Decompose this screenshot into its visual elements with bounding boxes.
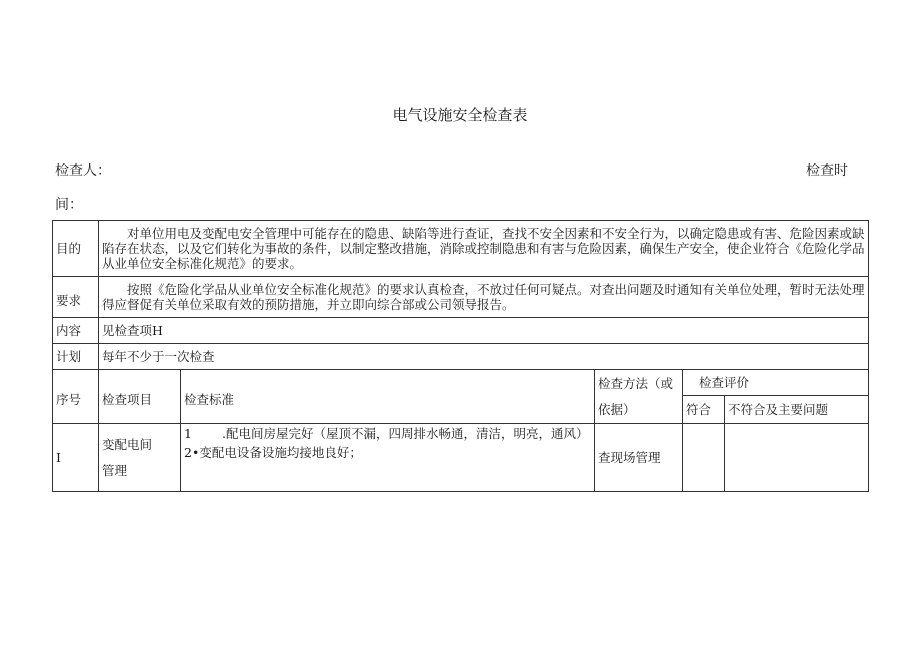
header-seq: 序号: [53, 370, 99, 424]
standard-1-number: 1: [184, 426, 192, 441]
item-conform: [683, 424, 725, 492]
content-label: 内容: [53, 318, 99, 344]
requirement-row: [53, 277, 869, 318]
header-method-line-2: 依据）: [598, 401, 636, 417]
table-row: [53, 424, 869, 492]
inspect-time-label-continued: 间：: [55, 197, 83, 213]
header-method: [595, 370, 683, 424]
header-row-1: [53, 370, 869, 396]
standard-1-text: .配电间房屋完好（屋顶不漏，四周排水畅通，清洁，明亮，通风）: [222, 426, 589, 441]
purpose-row: [53, 221, 869, 277]
header-standard: 检查标准: [181, 370, 595, 424]
purpose-label: 目的: [53, 221, 99, 277]
item-name-line-1: 变配电间: [102, 436, 153, 452]
plan-label: 计划: [53, 344, 99, 370]
plan-row: [53, 344, 869, 370]
item-standard: [181, 424, 595, 492]
content-text: 见检查项H: [99, 318, 869, 344]
header-nonconform: 不符合及主要问题: [725, 396, 869, 424]
header-method-line-1: 检查方法（或: [598, 375, 674, 391]
item-nonconform: [725, 424, 869, 492]
purpose-text: 对单位用电及变配电安全管理中可能存在的隐患、缺陷等进行查证，查找不安全因素和不安全行为，以确定隐患或有害、危险因素或缺陷存在状态，以及它们转化为事故的条件，以制定整改措施，消除或控制隐患和有害与危险因素，确保生产安全，使企业符合《危险化学品从业单位安全标准化规范》的要求。: [99, 221, 869, 277]
document-title: 电气设施安全检查表: [392, 106, 528, 124]
plan-text: 每年不少于一次检查: [99, 344, 869, 370]
item-seq: I: [53, 424, 99, 492]
item-name: [99, 424, 181, 492]
item-name-line-2: 管理: [102, 462, 128, 478]
inspector-label: 检查人：: [55, 163, 111, 179]
requirement-text: 按照《危险化学品从业单位安全标准化规范》的要求认真检查，不放过任何可疑点。对查出问题及时通知有关单位处理，暂时无法处理得应督促有关单位采取有效的预防措施，并立即向综合部或公司领导报告。: [99, 277, 869, 318]
requirement-label: 要求: [53, 277, 99, 318]
item-method: 查现场管理: [595, 424, 683, 492]
content-row: [53, 318, 869, 344]
header-evaluation: 检查评价: [683, 370, 869, 396]
standard-2: 2•变配电设备设施均接地良好；: [184, 445, 362, 460]
inspect-time-label: 检查时: [806, 163, 848, 179]
standard-1: [184, 426, 591, 441]
inspection-table: [52, 220, 869, 492]
header-item: 检查项目: [99, 370, 181, 424]
header-conform: 符合: [683, 396, 725, 424]
